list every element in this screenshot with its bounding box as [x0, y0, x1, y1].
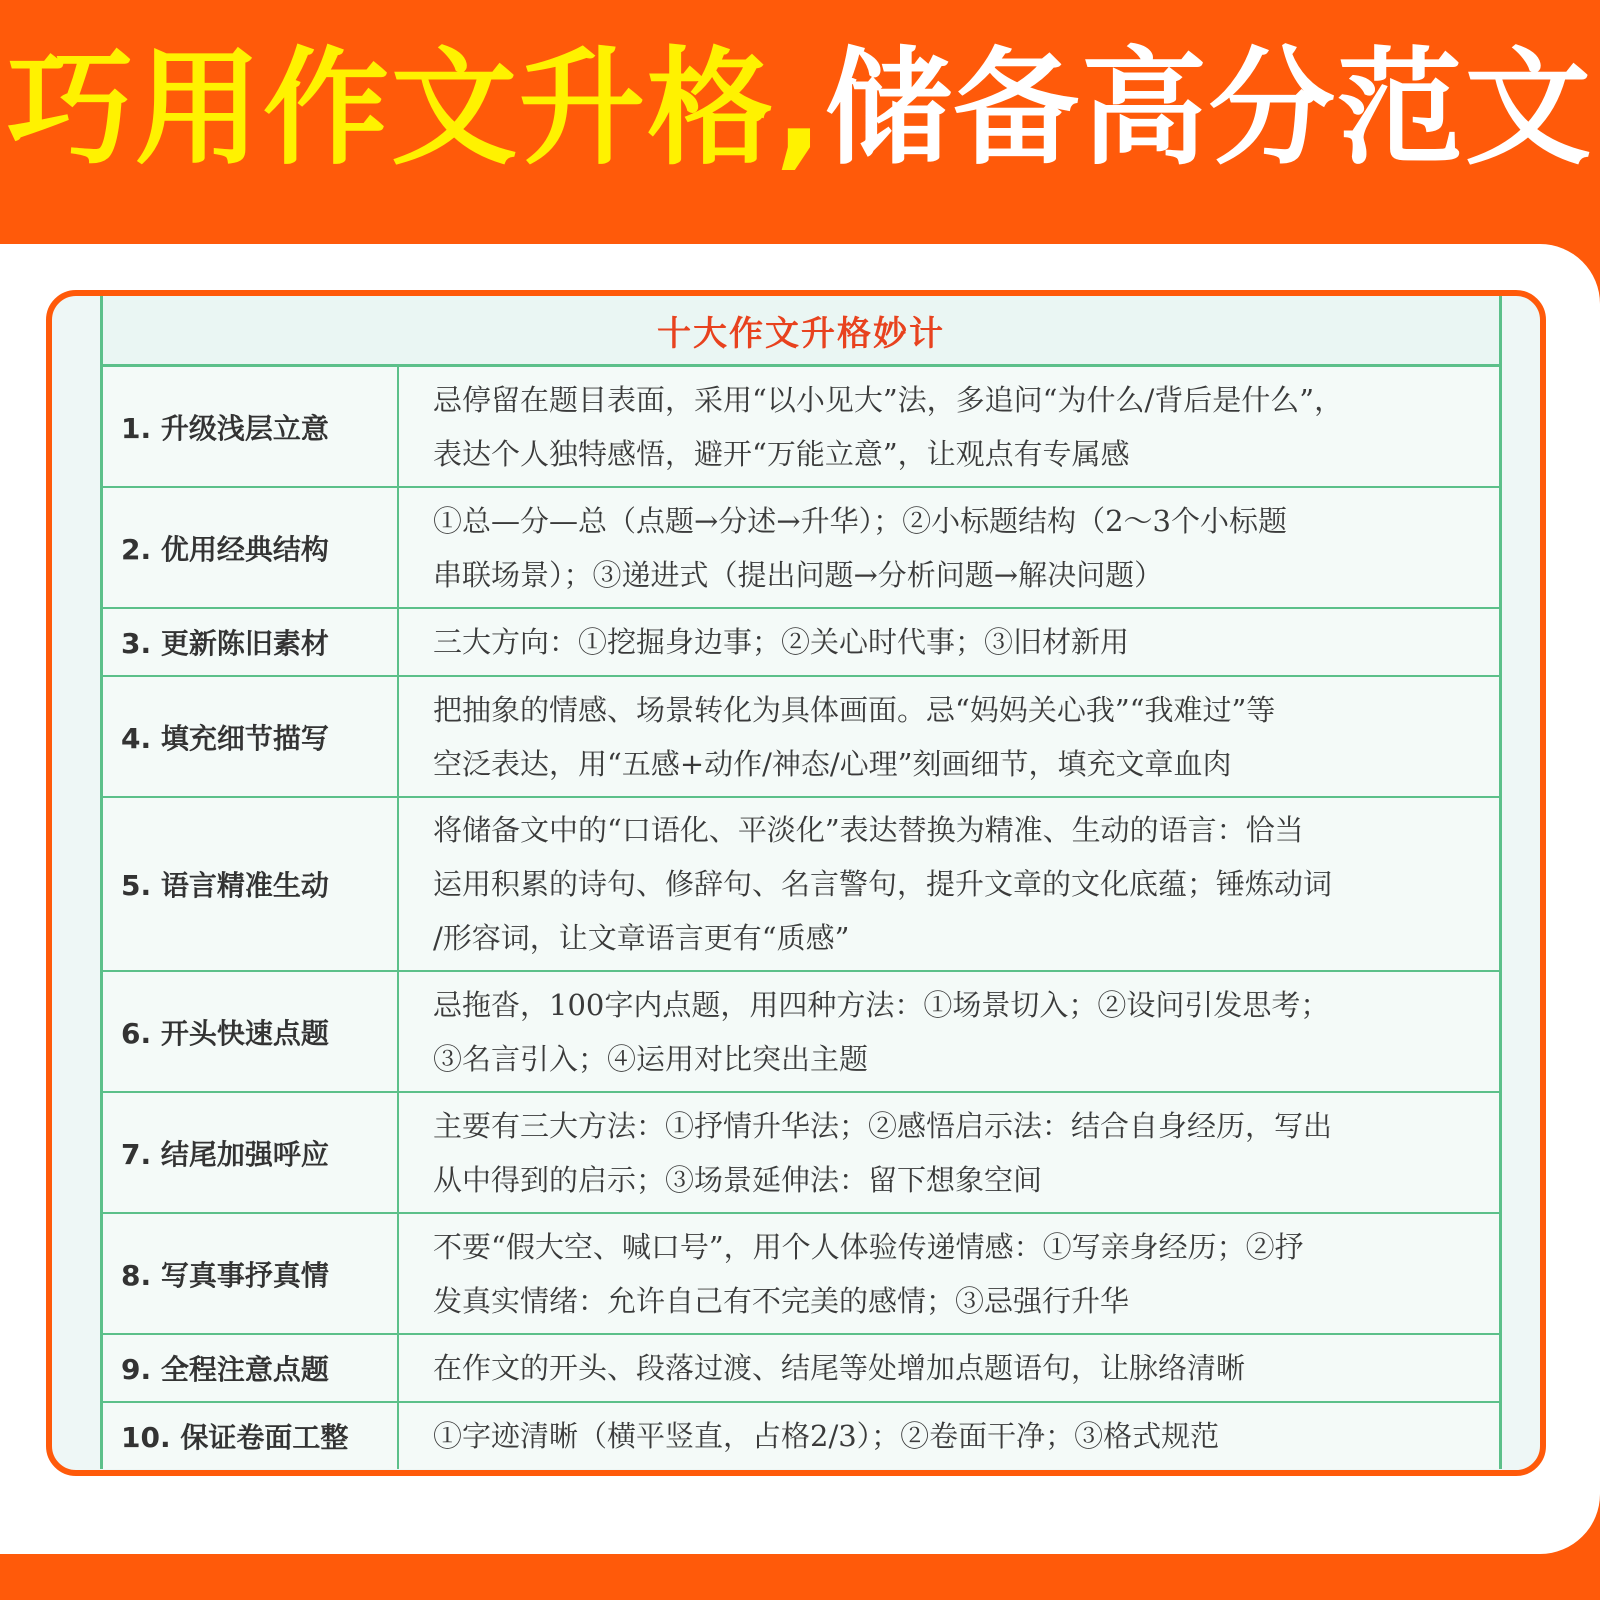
row-description: 在作文的开头、段落过渡、结尾等处增加点题语句，让脉络清晰 — [433, 1351, 1246, 1385]
title-highlight: 巧用作文升格, — [7, 35, 825, 182]
table-row — [103, 677, 1499, 798]
table-row — [103, 1403, 1499, 1469]
row-label: 5. 语言精准生动 — [103, 798, 399, 970]
row-label: 1. 升级浅层立意 — [103, 367, 399, 486]
row-label: 8. 写真事抒真情 — [103, 1214, 399, 1333]
row-label: 10. 保证卷面工整 — [103, 1403, 399, 1469]
row-description: 将储备文中的“口语化、平淡化”表达替换为精准、生动的语言：恰当 运用积累的诗句、修辞句、名言警句，提升文章的文化底蕴；锤炼动词 /形容词，让文章语言更有“质感” — [433, 813, 1333, 955]
title-rest: 储备高分范文 — [824, 35, 1593, 182]
row-label: 2. 优用经典结构 — [103, 488, 399, 607]
row-description: 不要“假大空、喊口号”，用个人体验传递情感：①写亲身经历；②抒 发真实情绪：允许自己有不完美的感情；③忌强行升华 — [433, 1229, 1304, 1318]
table-title: 十大作文升格妙计 — [103, 296, 1499, 367]
row-label: 4. 填充细节描写 — [103, 677, 399, 796]
row-description: 把抽象的情感、场景转化为具体画面。忌“妈妈关心我”“我难过”等 空泛表达，用“五感+动作/神态/心理”刻画细节，填充文章血肉 — [433, 692, 1276, 781]
row-label: 3. 更新陈旧素材 — [103, 609, 399, 675]
header-banner — [0, 0, 1600, 248]
row-description: 忌拖沓，100字内点题，用四种方法：①场景切入；②设问引发思考； ③名言引入；④运用对比突出主题 — [433, 987, 1330, 1076]
row-label: 7. 结尾加强呼应 — [103, 1093, 399, 1212]
tips-table — [100, 296, 1502, 1469]
row-description: 忌停留在题目表面，采用“以小见大”法，多追问“为什么/背后是什么”， 表达个人独特感悟，避开“万能立意”，让观点有专属感 — [433, 382, 1344, 471]
table-row — [103, 1335, 1499, 1403]
page-title — [7, 35, 1593, 182]
row-description: ①字迹清晰（横平竖直，占格2/3）；②卷面干净；③格式规范 — [433, 1419, 1220, 1453]
row-label: 6. 开头快速点题 — [103, 972, 399, 1091]
table-row — [103, 488, 1499, 609]
table-row — [103, 367, 1499, 488]
row-description: 三大方向：①挖掘身边事；②关心时代事；③旧材新用 — [433, 625, 1130, 659]
table-row — [103, 1093, 1499, 1214]
row-description: 主要有三大方法：①抒情升华法；②感悟启示法：结合自身经历，写出 从中得到的启示；③场景延伸法：留下想象空间 — [433, 1108, 1333, 1197]
row-label: 9. 全程注意点题 — [103, 1335, 399, 1401]
table-row — [103, 1214, 1499, 1335]
table-row — [103, 972, 1499, 1093]
table-row — [103, 609, 1499, 677]
table-row — [103, 798, 1499, 972]
row-description: ①总—分—总（点题→分述→升华）；②小标题结构（2～3个小标题 串联场景）；③递进式（提出问题→分析问题→解决问题） — [433, 503, 1288, 592]
table-frame — [46, 290, 1546, 1476]
